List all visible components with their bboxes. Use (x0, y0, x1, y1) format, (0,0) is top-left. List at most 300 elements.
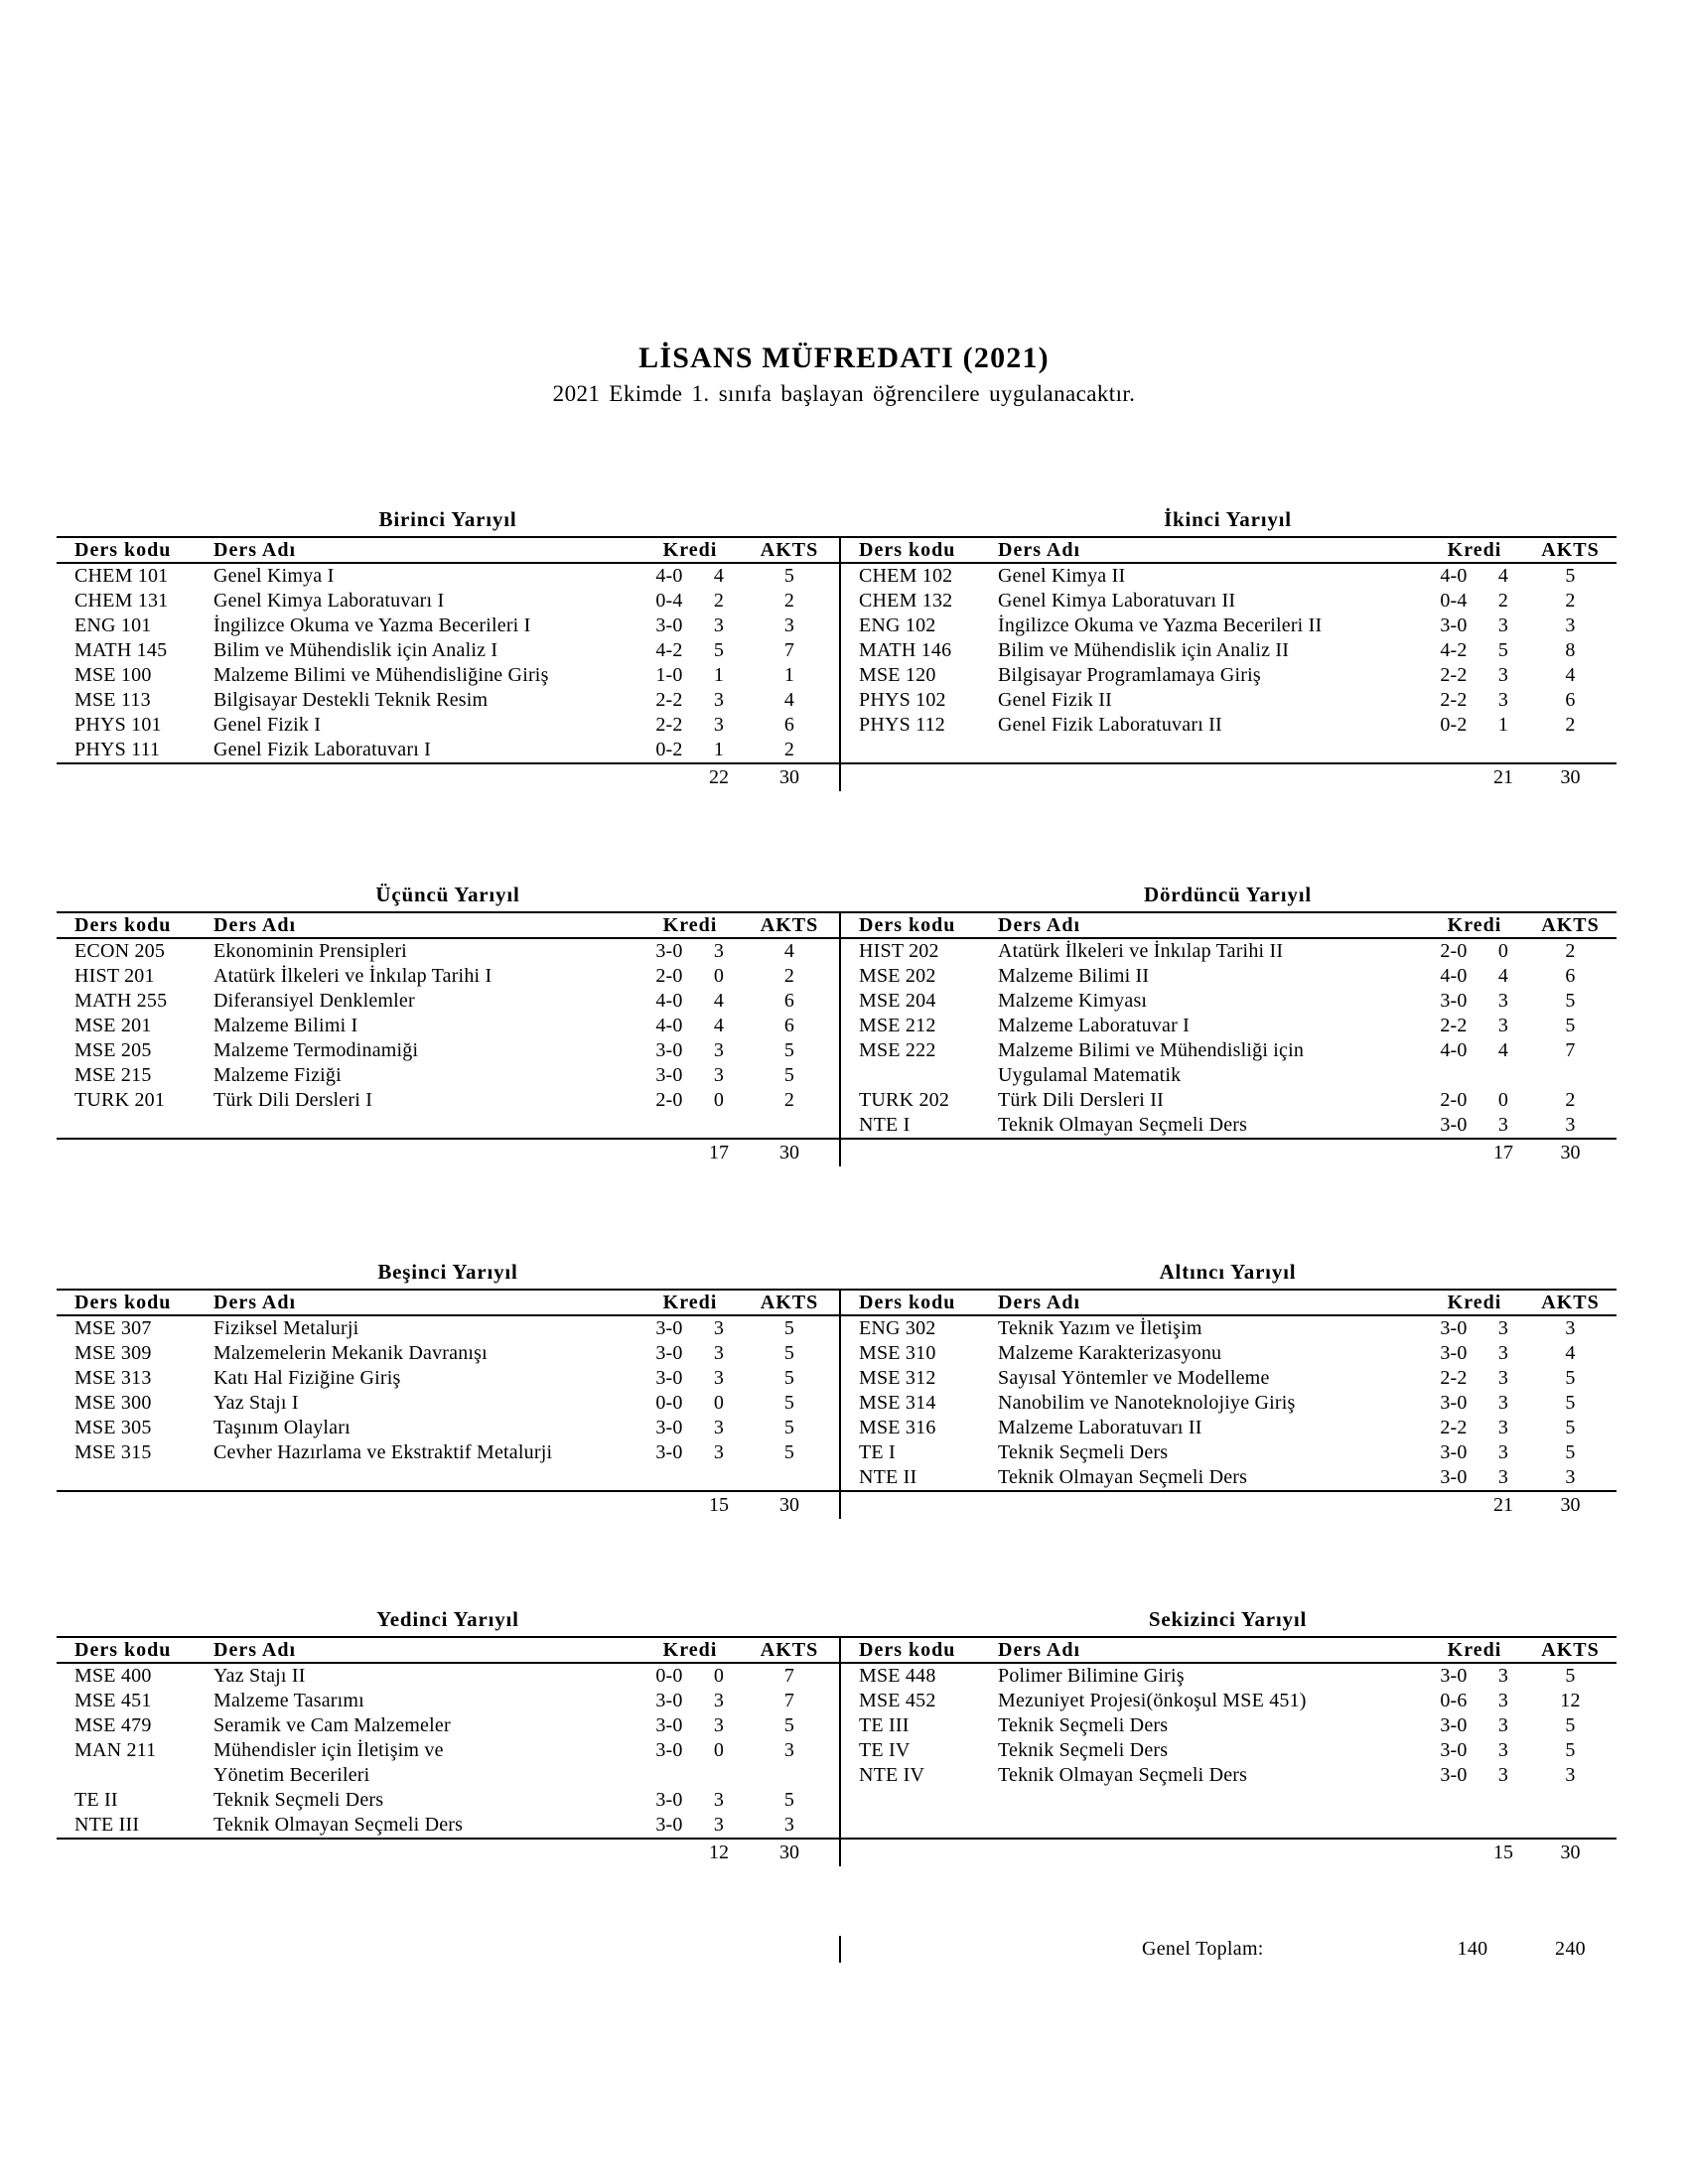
course-code: MSE 451 (74, 1690, 152, 1711)
semester-title: Yedinci Yarıyıl (376, 1607, 519, 1631)
course-name: Teknik Olmayan Seçmeli Ders (213, 1814, 464, 1836)
semester-pair-row (57, 882, 1617, 1166)
course-rows (57, 939, 839, 1138)
course-akts: 5 (1565, 1714, 1576, 1736)
course-name: Seramik ve Cam Malzemeler (213, 1714, 451, 1736)
table-header-row (841, 538, 1617, 564)
course-akts: 7 (1565, 1039, 1576, 1061)
course-row (841, 688, 1617, 713)
course-credit-hours: 3-0 (655, 940, 683, 962)
course-code: MSE 215 (74, 1064, 152, 1086)
course-credit: 5 (1497, 639, 1509, 661)
course-credit: 3 (713, 1789, 725, 1811)
col-header-name: Ders Adı (213, 539, 296, 561)
course-akts: 5 (1565, 565, 1576, 587)
col-header-credit: Kredi (1447, 539, 1502, 561)
total-credit: 12 (709, 1842, 729, 1863)
grand-total-akts: 240 (1555, 1938, 1586, 1960)
course-credit-hours: 2-2 (1440, 1417, 1468, 1438)
course-name: Nanobilim ve Nanoteknolojiye Giriş (998, 1392, 1296, 1414)
semester-table (57, 1259, 839, 1519)
semester-pair-row (57, 1606, 1617, 1866)
total-credit: 17 (709, 1142, 729, 1163)
course-credit-hours: 3-0 (1440, 1441, 1468, 1463)
course-credit-hours: 0-0 (655, 1665, 683, 1687)
table-header-row (57, 1638, 839, 1664)
course-code: PHYS 101 (74, 714, 162, 736)
total-akts: 30 (779, 1494, 799, 1516)
course-credit-hours: 0-2 (655, 739, 683, 760)
semester-title: Üçüncü Yarıyıl (375, 883, 520, 906)
course-row (841, 1664, 1617, 1689)
course-credit-hours: 1-0 (655, 664, 683, 686)
course-name: Malzeme Bilimi ve Mühendisliğine Giriş (213, 664, 549, 686)
course-row (57, 964, 839, 989)
totals-empty-k1 (1425, 1140, 1482, 1166)
totals-empty-k1 (640, 1840, 698, 1866)
col-header-akts: AKTS (1541, 914, 1600, 936)
course-credit-hours: 3-0 (1440, 1392, 1468, 1414)
course-code: MSE 310 (859, 1342, 936, 1364)
course-credit: 3 (713, 940, 725, 962)
course-row-continuation (841, 1063, 1617, 1088)
course-credit-hours: 0-6 (1440, 1690, 1468, 1711)
course-credit-hours: 3-0 (1440, 1764, 1468, 1786)
course-rows (841, 939, 1617, 1138)
semester-table (57, 506, 839, 791)
totals-row (57, 1490, 839, 1519)
course-row (841, 939, 1617, 964)
total-credit: 21 (1493, 766, 1513, 788)
course-credit-hours: 2-0 (1440, 940, 1468, 962)
course-akts: 5 (783, 1317, 795, 1339)
semester-pair-row (57, 506, 1617, 791)
col-header-credit: Kredi (1447, 1639, 1502, 1661)
course-credit-hours: 3-0 (655, 1690, 683, 1711)
totals-row (57, 762, 839, 791)
course-code: CHEM 101 (74, 565, 169, 587)
course-code: MATH 145 (74, 639, 168, 661)
course-name: Türk Dili Dersleri I (213, 1089, 373, 1111)
semester-table-body (839, 1636, 1617, 1866)
course-row (841, 1113, 1617, 1138)
course-rows (841, 564, 1617, 762)
course-name: Teknik Seçmeli Ders (998, 1739, 1169, 1761)
course-row (57, 589, 839, 614)
course-row (841, 1366, 1617, 1391)
course-credit-hours: 0-4 (1440, 590, 1468, 612)
course-credit-hours: 2-2 (655, 714, 683, 736)
course-credit-hours: 4-0 (655, 565, 683, 587)
course-credit-hours: 0-4 (655, 590, 683, 612)
course-akts: 5 (783, 1417, 795, 1438)
totals-empty-code (57, 764, 213, 791)
course-credit: 3 (1497, 1317, 1509, 1339)
course-name: Malzeme Bilimi I (213, 1015, 358, 1036)
course-credit-hours: 3-0 (1440, 1317, 1468, 1339)
course-code: MSE 316 (859, 1417, 936, 1438)
grand-total-label: Genel Toplam: (1142, 1938, 1264, 1960)
course-rows (57, 1316, 839, 1490)
totals-empty-code (57, 1140, 213, 1166)
course-akts: 3 (1565, 1764, 1576, 1786)
course-code: MSE 202 (859, 965, 936, 987)
col-header-code: Ders kodu (74, 539, 172, 561)
course-akts: 2 (783, 590, 795, 612)
course-row (57, 1038, 839, 1063)
course-name: Yaz Stajı II (213, 1665, 306, 1687)
course-row (841, 564, 1617, 589)
course-akts: 3 (1565, 1317, 1576, 1339)
course-akts: 4 (783, 940, 795, 962)
course-credit: 3 (1497, 990, 1509, 1012)
course-credit: 3 (713, 1342, 725, 1364)
course-name: Bilim ve Mühendislik için Analiz II (998, 639, 1290, 661)
course-code: MSE 315 (74, 1441, 152, 1463)
course-name: Yönetim Becerileri (213, 1764, 370, 1786)
course-credit: 3 (713, 1064, 725, 1086)
total-credit: 15 (1493, 1842, 1513, 1863)
course-credit: 3 (1497, 1764, 1509, 1786)
course-credit-hours: 3-0 (655, 1064, 683, 1086)
course-credit-hours: 4-0 (1440, 565, 1468, 587)
course-row (841, 663, 1617, 688)
course-code: MAN 211 (74, 1739, 157, 1761)
course-akts: 3 (1565, 614, 1576, 636)
totals-empty-name (213, 764, 640, 791)
totals-empty-name (998, 1840, 1425, 1866)
course-code (841, 1063, 998, 1088)
course-code: CHEM 132 (859, 590, 953, 612)
course-row (841, 638, 1617, 663)
col-header-credit: Kredi (662, 539, 718, 561)
course-code: TURK 202 (859, 1089, 950, 1111)
course-credit: 3 (713, 1367, 725, 1389)
course-row (841, 1088, 1617, 1113)
course-credit-hours: 3-0 (655, 1814, 683, 1836)
course-row (57, 614, 839, 638)
curriculum-grid (57, 0, 1617, 1985)
total-akts: 30 (779, 1842, 799, 1863)
course-code (57, 1763, 213, 1788)
course-credit: 1 (713, 739, 725, 760)
totals-empty-k1 (1425, 1492, 1482, 1519)
course-code: MSE 201 (74, 1015, 152, 1036)
col-header-code: Ders kodu (859, 1639, 956, 1661)
course-code: MSE 314 (859, 1392, 936, 1414)
course-credit-hours: 3-0 (1440, 990, 1468, 1012)
table-header-row (57, 913, 839, 939)
course-credit-hours: 3-0 (655, 614, 683, 636)
course-row (841, 1713, 1617, 1738)
course-credit-hours: 3-0 (1440, 1466, 1468, 1488)
course-name: Teknik Seçmeli Ders (998, 1714, 1169, 1736)
course-row (841, 713, 1617, 738)
course-code: MSE 100 (74, 664, 152, 686)
course-row (57, 1713, 839, 1738)
course-row (57, 989, 839, 1014)
col-header-name: Ders Adı (213, 914, 296, 936)
course-code: HIST 201 (74, 965, 155, 987)
course-credit: 3 (1497, 614, 1509, 636)
col-header-credit: Kredi (1447, 914, 1502, 936)
course-name: Bilgisayar Programlamaya Giriş (998, 664, 1261, 686)
col-header-name: Ders Adı (998, 1639, 1080, 1661)
course-code: PHYS 111 (74, 739, 161, 760)
course-akts: 7 (783, 1690, 795, 1711)
course-name: Mezuniyet Projesi(önkoşul MSE 451) (998, 1690, 1307, 1711)
course-code: TE III (859, 1714, 910, 1736)
course-row (57, 1416, 839, 1440)
course-credit: 4 (713, 990, 725, 1012)
course-credit-hours: 2-0 (1440, 1089, 1468, 1111)
col-header-akts: AKTS (760, 1292, 819, 1313)
totals-empty-code (57, 1492, 213, 1519)
course-row (57, 663, 839, 688)
course-credit: 3 (713, 1317, 725, 1339)
course-name: Cevher Hazırlama ve Ekstraktif Metalurji (213, 1441, 553, 1463)
course-row (841, 989, 1617, 1014)
course-akts (740, 1763, 839, 1788)
semester-title: Beşinci Yarıyıl (377, 1260, 518, 1284)
course-name: Malzeme Laboratuvar I (998, 1015, 1190, 1036)
col-header-code: Ders kodu (859, 1292, 956, 1313)
course-credit: 3 (1497, 689, 1509, 711)
course-name: Malzemelerin Mekanik Davranışı (213, 1342, 488, 1364)
course-code: MSE 307 (74, 1317, 152, 1339)
totals-empty-name (213, 1840, 640, 1866)
course-credit: 3 (713, 1441, 725, 1463)
course-name: Ekonominin Prensipleri (213, 940, 407, 962)
course-code: MSE 448 (859, 1665, 936, 1687)
col-header-code: Ders kodu (74, 1639, 172, 1661)
table-header-row (57, 1291, 839, 1316)
course-row (57, 1391, 839, 1416)
course-credit-hours: 3-0 (1440, 1665, 1468, 1687)
course-akts (1524, 1063, 1617, 1088)
col-header-name: Ders Adı (213, 1639, 296, 1661)
total-credit: 17 (1493, 1142, 1513, 1163)
course-row (841, 1014, 1617, 1038)
course-name: Malzeme Bilimi II (998, 965, 1150, 987)
course-code: ENG 101 (74, 614, 152, 636)
course-akts: 3 (783, 1739, 795, 1761)
totals-empty-k1 (640, 764, 698, 791)
grand-total-row (839, 1936, 1618, 1963)
page-subtitle: 2021 Ekimde 1. sınıfa başlayan öğrencilere uygulanacaktır. (552, 381, 1136, 406)
col-header-name: Ders Adı (998, 1292, 1080, 1313)
course-akts: 5 (1565, 1665, 1576, 1687)
course-row (57, 1813, 839, 1838)
course-credit-hours: 3-0 (1440, 1714, 1468, 1736)
course-code: MSE 452 (859, 1690, 936, 1711)
course-code: NTE III (74, 1814, 140, 1836)
course-name: Genel Kimya Laboratuvarı II (998, 590, 1236, 612)
semester-table-body (57, 911, 839, 1166)
course-row (57, 1014, 839, 1038)
course-credit: 3 (713, 614, 725, 636)
total-credit: 21 (1493, 1494, 1513, 1516)
course-name: Malzeme Tasarımı (213, 1690, 364, 1711)
course-code: MSE 312 (859, 1367, 936, 1389)
table-header-row (841, 1638, 1617, 1664)
course-name: Malzeme Fiziği (213, 1064, 342, 1086)
col-header-name: Ders Adı (998, 539, 1080, 561)
course-row (57, 564, 839, 589)
course-row (57, 1366, 839, 1391)
semester-table-body (57, 1636, 839, 1866)
course-row (57, 738, 839, 762)
course-row (57, 1689, 839, 1713)
totals-row (841, 1490, 1617, 1519)
course-row (841, 1416, 1617, 1440)
course-name: Sayısal Yöntemler ve Modelleme (998, 1367, 1270, 1389)
col-header-code: Ders kodu (74, 914, 172, 936)
course-akts: 2 (1565, 590, 1576, 612)
course-name: Fiziksel Metalurji (213, 1317, 359, 1339)
totals-empty-k1 (1425, 1840, 1482, 1866)
course-name: Yaz Stajı I (213, 1392, 299, 1414)
totals-empty-k1 (1425, 764, 1482, 791)
table-header-row (57, 538, 839, 564)
semester-table (57, 882, 839, 1166)
semester-table (839, 506, 1617, 791)
course-credit: 3 (1497, 1114, 1509, 1136)
col-header-code: Ders kodu (859, 539, 956, 561)
course-code: TURK 201 (74, 1089, 166, 1111)
course-credit: 3 (1497, 1739, 1509, 1761)
course-rows (841, 1664, 1617, 1838)
course-name: Genel Kimya II (998, 565, 1126, 587)
semester-pair-row (57, 1259, 1617, 1519)
course-credit: 3 (713, 714, 725, 736)
course-credit: 3 (713, 1714, 725, 1736)
course-code: MSE 479 (74, 1714, 152, 1736)
course-name: Polimer Bilimine Giriş (998, 1665, 1185, 1687)
course-credit: 3 (1497, 1665, 1509, 1687)
course-name: Teknik Olmayan Seçmeli Ders (998, 1466, 1248, 1488)
semester-table (57, 1606, 839, 1866)
course-akts: 5 (783, 565, 795, 587)
course-akts: 12 (1560, 1690, 1581, 1711)
course-credit: 4 (713, 565, 725, 587)
grand-total-credit: 140 (1457, 1938, 1488, 1960)
course-code: MATH 255 (74, 990, 168, 1012)
course-akts: 6 (783, 1015, 795, 1036)
course-code: NTE II (859, 1466, 917, 1488)
course-credit-hours: 3-0 (1440, 614, 1468, 636)
course-row (841, 1440, 1617, 1465)
course-credit-hours: 4-2 (1440, 639, 1468, 661)
col-header-akts: AKTS (760, 914, 819, 936)
semester-table-body (839, 911, 1617, 1166)
course-code: TE IV (859, 1739, 911, 1761)
course-credit: 0 (713, 1392, 725, 1414)
course-code: MATH 146 (859, 639, 952, 661)
totals-empty-code (841, 1140, 998, 1166)
course-credit: 3 (1497, 1015, 1509, 1036)
course-credit: 2 (1497, 590, 1509, 612)
semester-table-body (839, 536, 1617, 791)
course-credit: 3 (713, 1814, 725, 1836)
course-name: Katı Hal Fiziğine Giriş (213, 1367, 401, 1389)
course-akts: 6 (1565, 965, 1576, 987)
course-name: Teknik Olmayan Seçmeli Ders (998, 1764, 1248, 1786)
course-akts: 7 (783, 639, 795, 661)
course-name: Malzeme Bilimi ve Mühendisliği için (998, 1039, 1305, 1061)
course-row (841, 1391, 1617, 1416)
course-credit: 3 (1497, 1367, 1509, 1389)
course-credit-hours: 3-0 (655, 1789, 683, 1811)
course-akts: 5 (783, 1714, 795, 1736)
course-row (841, 1738, 1617, 1763)
total-akts: 30 (779, 766, 799, 788)
totals-empty-name (998, 764, 1425, 791)
course-akts: 5 (1565, 1739, 1576, 1761)
course-credit (1482, 1063, 1524, 1088)
course-akts: 5 (783, 1392, 795, 1414)
course-credit-hours: 3-0 (655, 1317, 683, 1339)
totals-empty-k1 (640, 1492, 698, 1519)
col-header-akts: AKTS (1541, 1292, 1600, 1313)
course-credit-hours: 4-0 (1440, 1039, 1468, 1061)
col-header-code: Ders kodu (859, 914, 956, 936)
course-row (57, 1788, 839, 1813)
col-header-akts: AKTS (760, 539, 819, 561)
course-row (57, 688, 839, 713)
course-credit (698, 1763, 740, 1788)
course-code: NTE I (859, 1114, 911, 1136)
semester-title: Altıncı Yarıyıl (1159, 1260, 1297, 1284)
course-credit-hours: 3-0 (655, 1714, 683, 1736)
course-name: Genel Kimya I (213, 565, 335, 587)
semester-title: İkinci Yarıyıl (1164, 507, 1292, 531)
course-name: Genel Kimya Laboratuvarı I (213, 590, 445, 612)
col-header-credit: Kredi (662, 1292, 718, 1313)
totals-row (841, 1838, 1617, 1866)
totals-empty-k1 (640, 1140, 698, 1166)
table-header-row (841, 913, 1617, 939)
course-row (841, 1341, 1617, 1366)
course-name: İngilizce Okuma ve Yazma Becerileri I (213, 614, 531, 636)
course-credit-hours: 0-2 (1440, 714, 1468, 736)
course-credit: 4 (713, 1015, 725, 1036)
course-code: MSE 400 (74, 1665, 152, 1687)
course-credit-hours: 4-0 (1440, 965, 1468, 987)
col-header-credit: Kredi (1447, 1292, 1502, 1313)
course-row (841, 1316, 1617, 1341)
col-header-akts: AKTS (1541, 539, 1600, 561)
course-row (57, 1738, 839, 1763)
course-akts: 5 (783, 1039, 795, 1061)
course-rows (57, 1664, 839, 1838)
course-name: Atatürk İlkeleri ve İnkılap Tarihi II (998, 940, 1284, 962)
course-name: Genel Fizik II (998, 689, 1112, 711)
course-credit: 3 (1497, 664, 1509, 686)
col-header-credit: Kredi (662, 1639, 718, 1661)
course-credit-hours: 2-2 (1440, 689, 1468, 711)
course-row-continuation (57, 1763, 839, 1788)
total-akts: 30 (1560, 1142, 1581, 1163)
course-code: MSE 205 (74, 1039, 152, 1061)
course-credit: 0 (713, 965, 725, 987)
course-credit-hours: 2-2 (655, 689, 683, 711)
course-credit-hours: 2-2 (1440, 1015, 1468, 1036)
course-name: Malzeme Termodinamiği (213, 1039, 419, 1061)
semester-title: Birinci Yarıyıl (378, 507, 517, 531)
course-credit-hours: 3-0 (655, 1739, 683, 1761)
course-credit: 0 (1497, 940, 1509, 962)
